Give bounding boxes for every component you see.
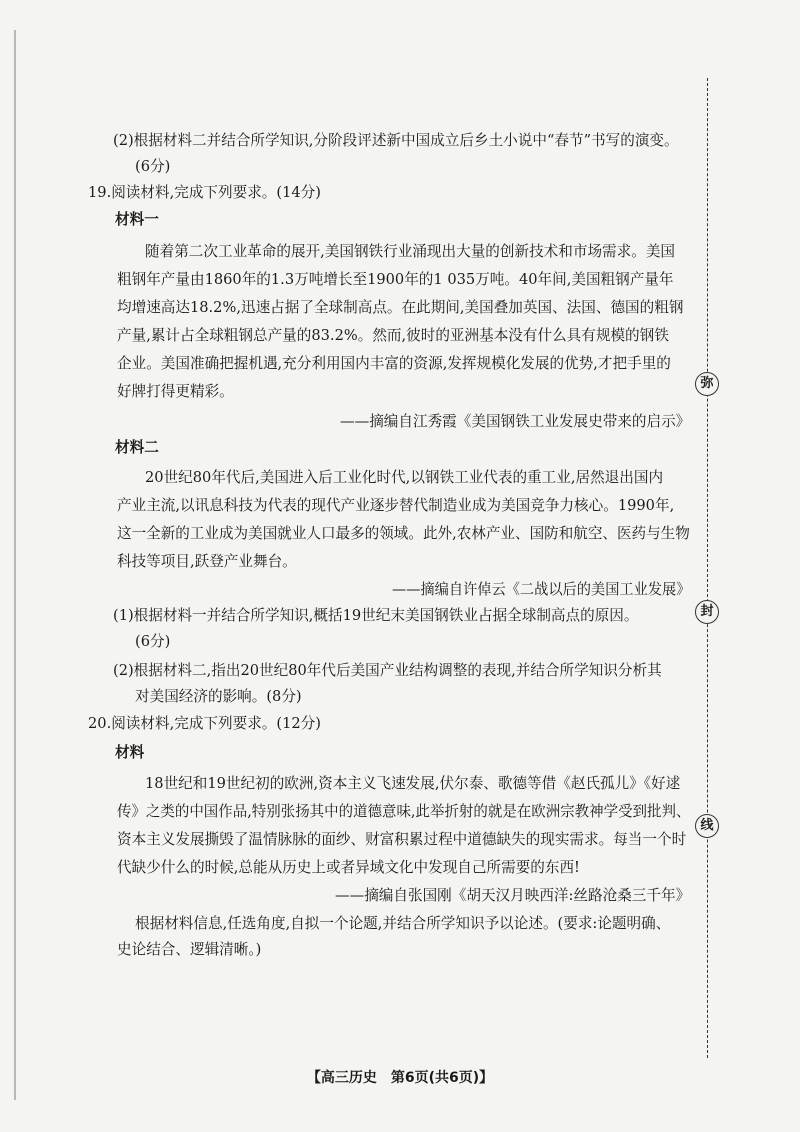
q19-material2-line: 科技等项目,跃登产业舞台。: [117, 553, 297, 570]
q19-part2-line2: 对美国经济的影响。(8分): [135, 688, 302, 705]
q19-material1-line: 均增速高达18.2%,迅速占据了全球制高点。在此期间,美国叠加英国、法国、德国的粗钢: [117, 299, 684, 316]
q20-task-line1: 根据材料信息,任选角度,自拟一个论题,并结合所学知识予以论述。(要求:论题明确、: [135, 915, 671, 932]
q19-material2-line: 产业主流,以讯息科技为代表的现代产业逐步替代制造业成为美国竞争力核心。1990年,: [117, 497, 675, 514]
q20-material-line: 传》之类的中国作品,特别张扬其中的道德意味,此举折射的就是在欧洲宗教神学受到批判、: [117, 803, 691, 820]
q18-part2-line2: (6分): [135, 158, 171, 175]
q19-material1-source: ——摘编自江秀霞《美国钢铁工业发展史带来的启示》: [340, 413, 691, 430]
q19-material2-line: 这一全新的工业成为美国就业人口最多的领域。此外,农林产业、国防和航空、医药与生物: [117, 525, 690, 542]
q20-heading: 20.阅读材料,完成下列要求。(12分): [88, 715, 321, 732]
q19-material1-line: 粗钢年产量由1860年的1.3万吨增长至1900年的1 035万吨。40年间,美国粗钢产量年: [117, 271, 674, 288]
q19-material2-title: 材料二: [115, 439, 159, 456]
q19-material1-title: 材料一: [115, 211, 159, 228]
q19-material1-line: 好牌打得更精彩。: [117, 383, 234, 400]
q20-material-line: 18世纪和19世纪初的欧洲,资本主义飞速发展,伏尔泰、歌德等借《赵氏孤儿》《好逑: [145, 775, 681, 792]
q19-part2-line1: (2)根据材料二,指出20世纪80年代后美国产业结构调整的表现,并结合所学知识分析其: [113, 662, 662, 679]
page-footer: 【高三历史 第6页(共6页)】: [306, 1070, 494, 1086]
q19-material1-line: 产量,累计占全球粗钢总产量的83.2%。然而,彼时的亚洲基本没有什么具有规模的钢铁: [117, 327, 669, 344]
q19-part1-line2: (6分): [135, 633, 171, 650]
seal-char-feng: 封: [695, 600, 719, 624]
q19-part1-line1: (1)根据材料一并结合所学知识,概括19世纪末美国钢铁业占据全球制高点的原因。: [113, 607, 639, 624]
q19-material1-line: 随着第二次工业革命的展开,美国钢铁行业涌现出大量的创新技术和市场需求。美国: [145, 243, 676, 260]
q19-heading: 19.阅读材料,完成下列要求。(14分): [88, 184, 321, 201]
q20-material-title: 材料: [115, 744, 145, 761]
q19-material2-line: 20世纪80年代后,美国进入后工业化时代,以钢铁工业代表的重工业,居然退出国内: [145, 469, 664, 486]
q19-material1-line: 企业。美国准确把握机遇,充分利用国内丰富的资源,发挥规模化发展的优势,才把手里的: [117, 355, 671, 372]
q20-material-line: 代缺少什么的时候,总能从历史上或者异域文化中发现自己所需要的东西!: [117, 859, 580, 876]
seal-dashed-line: [707, 78, 708, 1058]
page-edge-shadow: [14, 30, 16, 1100]
seal-char-mi: 弥: [695, 372, 719, 396]
q20-material-source: ——摘编自张国刚《胡天汉月映西洋:丝路沧桑三千年》: [335, 887, 691, 904]
q18-part2-line1: (2)根据材料二并结合所学知识,分阶段评述新中国成立后乡土小说中“春节”书写的演变。: [113, 132, 679, 149]
q20-material-line: 资本主义发展撕毁了温情脉脉的面纱、财富积累过程中道德缺失的现实需求。每当一个时: [117, 831, 687, 848]
q20-task-line2: 史论结合、逻辑清晰。): [117, 941, 262, 958]
q19-material2-source: ——摘编自许倬云《二战以后的美国工业发展》: [392, 581, 691, 598]
seal-char-xian: 线: [695, 814, 719, 838]
